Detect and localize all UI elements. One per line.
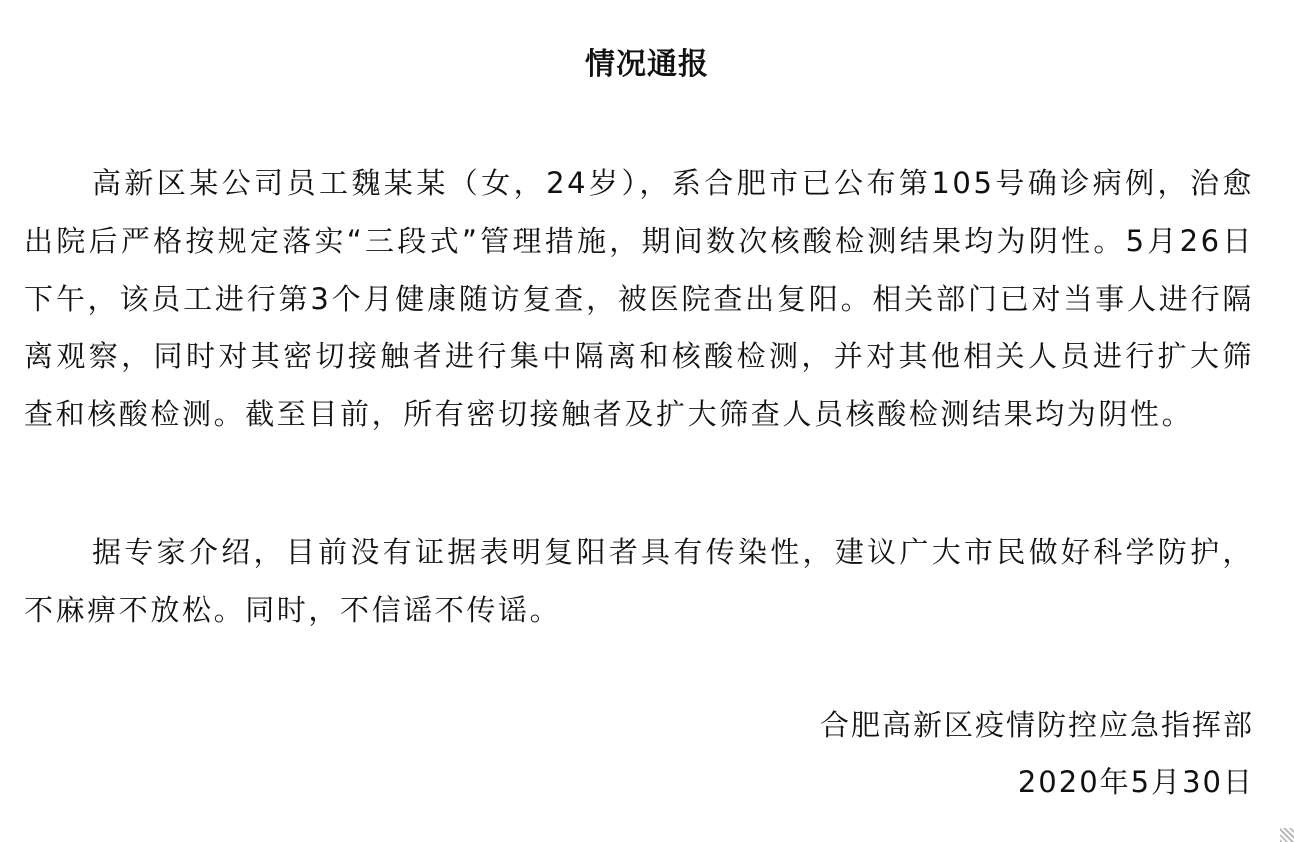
document-title: 情况通报: [585, 47, 709, 82]
resize-grip-icon: [1280, 828, 1294, 842]
issue-date: 2020年5月30日: [1017, 765, 1254, 799]
issuer-signature: 合肥高新区疫情防控应急指挥部: [819, 708, 1254, 742]
paragraph-case-report: 高新区某公司员工魏某某（女，24岁），系合肥市已公布第105号确诊病例，治愈出院后严格按规定落实“三段式”管理措施，期间数次核酸检测结果均为阴性。5月26日下午，该员工进行第3个月健康随访复查，被医院查出复阳。相关部门已对当事人进行隔离观察，同时对其密切接触者进行集中隔离和核酸检测，并对其他相关人员进行扩大筛查和核酸检测。截至目前，所有密切接触者及扩大筛查人员核酸检测结果均为阴性。: [24, 166, 1254, 432]
paragraph-expert-advice: 据专家介绍，目前没有证据表明复阳者具有传染性，建议广大市民做好科学防护，不麻痹不放松。同时，不信谣不传谣。: [24, 535, 1254, 627]
